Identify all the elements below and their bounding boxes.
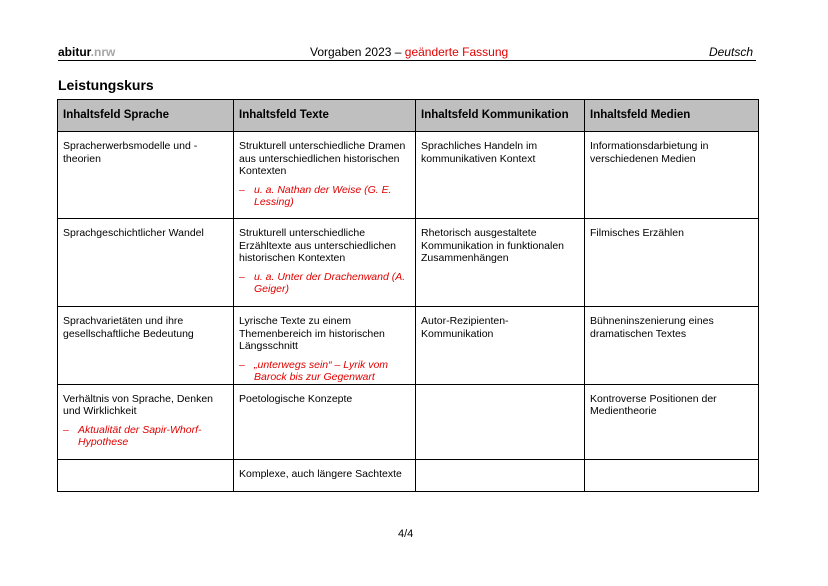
note-dash: –	[239, 183, 245, 196]
table-cell-medien	[585, 459, 759, 491]
note-dash: –	[239, 270, 245, 283]
cell-text: Komplexe, auch längere Sachtexte	[239, 467, 402, 480]
cell-text: Sprachliches Handeln im kommunikativen Kontext	[421, 140, 538, 165]
table-cell-texte	[234, 459, 416, 491]
note-text: u. a. Unter der Drachenwand (A. Geiger)	[254, 270, 406, 295]
table-row	[58, 307, 759, 385]
table-cell-sprache	[58, 219, 234, 307]
note-text: „unterwegs sein“ – Lyrik vom Barock bis zur Gegenwart	[254, 358, 389, 383]
page-header	[58, 45, 756, 61]
header-title	[310, 45, 508, 59]
cell-text: Spracherwerbsmodelle und -theorien	[63, 140, 198, 165]
cell-text: Lyrische Texte zu einem Themenbereich im historischen Längsschnitt	[239, 315, 385, 352]
cell-text: Strukturell unterschiedliche Erzähltexte aus unterschiedlichen historischen Kontexten	[239, 227, 397, 264]
cell-note	[239, 271, 410, 296]
header-title-changed: geänderte Fassung	[404, 45, 509, 59]
table-cell-sprache	[58, 459, 234, 491]
cell-text: Sprachvarietäten und ihre gesellschaftliche Bedeutung	[63, 315, 194, 340]
table-cell-texte	[234, 384, 416, 459]
table-row	[58, 459, 759, 491]
cell-text: Autor-Rezipienten-Kommunikation	[421, 315, 509, 340]
table-cell-texte	[234, 307, 416, 385]
cell-text: Filmisches Erzählen	[590, 227, 684, 239]
note-dash: –	[63, 423, 69, 436]
table-cell-medien	[585, 132, 759, 219]
table-cell-medien	[585, 384, 759, 459]
table-cell-texte	[234, 132, 416, 219]
table-cell-medien	[585, 219, 759, 307]
note-text: u. a. Nathan der Weise (G. E. Lessing)	[254, 183, 392, 208]
cell-text: Informationsdarbietung in verschiedenen Medien	[590, 140, 709, 165]
table-cell-medien	[585, 307, 759, 385]
table-row	[58, 384, 759, 459]
table-cell-sprache	[58, 307, 234, 385]
content-table	[57, 99, 759, 492]
page-number: 4/4	[398, 528, 414, 540]
table-header-row	[58, 100, 759, 132]
note-text: Aktualität der Sapir-Whorf-Hypothese	[78, 423, 202, 448]
cell-text: Sprachgeschichtlicher Wandel	[63, 227, 204, 239]
table-row	[58, 132, 759, 219]
cell-text: Kontroverse Positionen der Medientheorie	[590, 392, 717, 417]
cell-note	[239, 184, 410, 209]
page-title: Leistungskurs	[58, 77, 154, 93]
table-cell-kommunikation	[416, 219, 585, 307]
logo-suffix: .nrw	[90, 45, 116, 59]
cell-text: Bühneninszenierung eines dramatischen Textes	[590, 315, 714, 340]
logo	[58, 45, 115, 59]
cell-text: Strukturell unterschiedliche Dramen aus unterschiedlichen historischen Kontexten	[239, 140, 406, 177]
column-header: Inhaltsfeld Texte	[234, 100, 416, 132]
table-cell-kommunikation	[416, 459, 585, 491]
cell-text: Poetologische Konzepte	[239, 392, 353, 405]
logo-main: abitur	[58, 45, 91, 59]
header-subject: Deutsch	[708, 45, 753, 59]
note-dash: –	[239, 358, 245, 371]
table-cell-kommunikation	[416, 132, 585, 219]
cell-note	[239, 359, 410, 384]
header-title-prefix: Vorgaben 2023 –	[310, 45, 405, 59]
table-cell-sprache	[58, 132, 234, 219]
column-header: Inhaltsfeld Sprache	[58, 100, 234, 132]
table-row	[58, 219, 759, 307]
cell-text: Verhältnis von Sprache, Denken und Wirklichkeit	[63, 392, 214, 417]
table-cell-texte	[234, 219, 416, 307]
cell-text: Rhetorisch ausgestaltete Kommunikation in funktionalen Zusammenhängen	[421, 227, 565, 264]
column-header: Inhaltsfeld Kommunikation	[416, 100, 585, 132]
column-header: Inhaltsfeld Medien	[585, 100, 759, 132]
cell-note	[63, 424, 228, 449]
table-cell-sprache	[58, 384, 234, 459]
table-cell-kommunikation	[416, 307, 585, 385]
table-cell-kommunikation	[416, 384, 585, 459]
